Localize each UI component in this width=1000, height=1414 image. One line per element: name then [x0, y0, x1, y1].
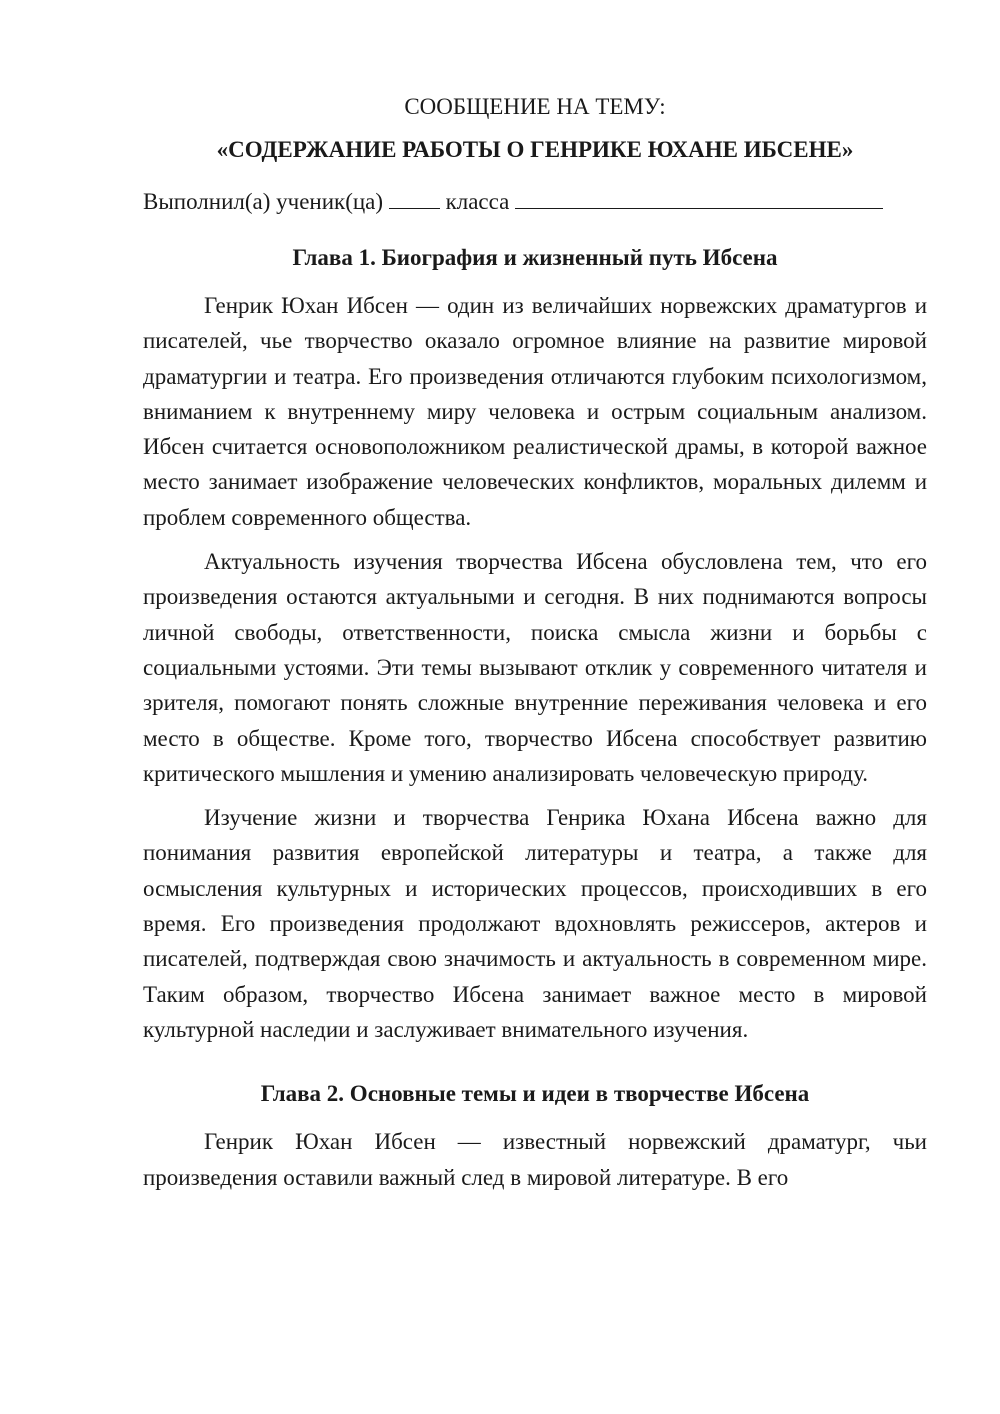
chapter-1-paragraph-1: Генрик Юхан Ибсен — один из величайших норвежских драматургов и писателей, чье творчество оказало огромное влияние на развитие мировой драматургии и театра. Его произведения отличаются глубоким психологизмом, вниманием к внутреннему миру человека и острым социальным анализом. Ибсен считается основоположником реалистической драмы, в которой важное место занимает изображение человеческих конфликтов, моральных дилемм и проблем современного общества. [143, 293, 927, 530]
performer-prefix: Выполнил(а) ученик(ца) [143, 189, 384, 214]
chapter-1-title: Глава 1. Биография и жизненный путь Ибсена [292, 245, 778, 270]
chapter-2-paragraph-1: Генрик Юхан Ибсен — известный норвежский драматург, чьи произведения оставили важный след в мировой литературе. В его [143, 1129, 927, 1190]
report-type-heading: СООБЩЕНИЕ НА ТЕМУ: [404, 94, 666, 119]
chapter-1-paragraph-3: Изучение жизни и творчества Генрика Юхана Ибсена важно для понимания развития европейской литературы и театра, а также для осмысления культурных и исторических процессов, происходивших в его время. Его произведения продолжают вдохновлять режиссеров, актеров и писателей, подтверждая свою значимость и актуальность в современном мире. Таким образом, творчество Ибсена занимает важное место в мировой культурной наследии и заслуживает внимательного изучения. [143, 805, 927, 1042]
document-page [143, 88, 927, 1195]
student-name-blank [515, 186, 883, 209]
performer-class-label: класса [445, 189, 510, 214]
report-title: «СОДЕРЖАНИЕ РАБОТЫ О ГЕНРИКЕ ЮХАНЕ ИБСЕНЕ» [216, 137, 854, 162]
performer-line [143, 183, 927, 221]
chapter-1-paragraph-2: Актуальность изучения творчества Ибсена обусловлена тем, что его произведения остаются актуальными и сегодня. В них поднимаются вопросы личной свободы, ответственности, поиска смысла жизни и борьбы с социальными устоями. Эти темы вызывают отклик у современного читателя и зрителя, помогают понять сложные внутренние переживания человека и его место в обществе. Кроме того, творчество Ибсена способствует развитию критического мышления и умению анализировать человеческую природу. [143, 549, 927, 786]
chapter-2-title: Глава 2. Основные темы и идеи в творчестве Ибсена [260, 1081, 810, 1107]
class-number-blank [389, 186, 440, 209]
